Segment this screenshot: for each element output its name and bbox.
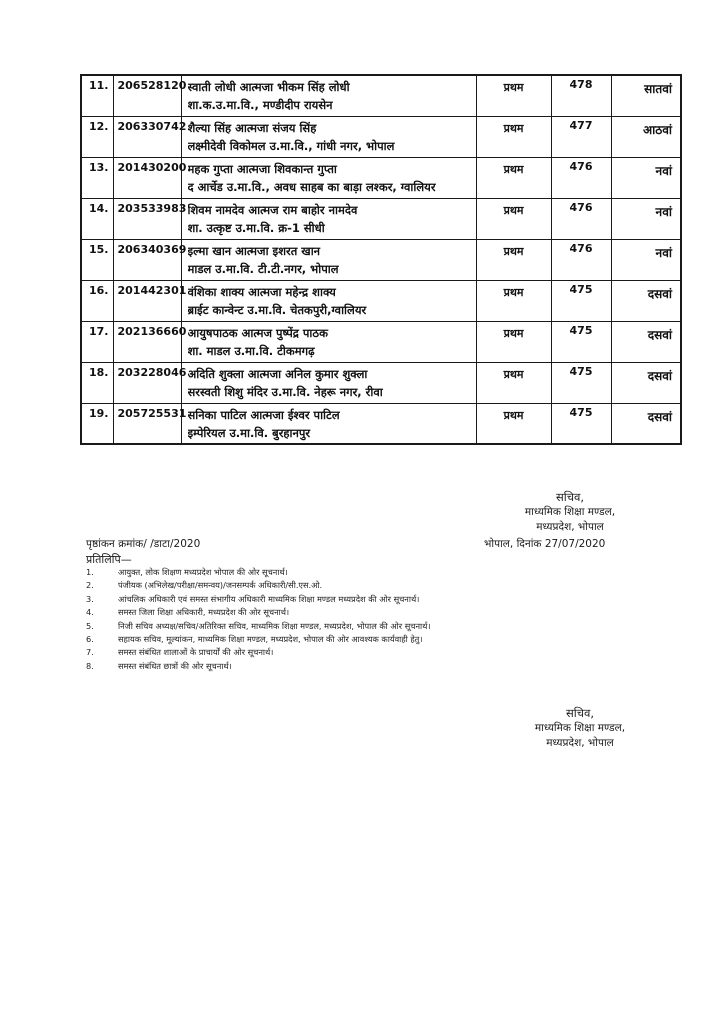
student-cell — [181, 75, 476, 116]
merit-rank: दसवां — [611, 403, 681, 444]
marks: 475 — [551, 403, 611, 444]
roll-number: 203533983 — [113, 198, 181, 239]
school-name: शा.क.उ.मा.वि., मण्डीदीप रायसेन — [187, 98, 333, 112]
school-name: इम्पेरियल उ.मा.वि. बुरहानपुर — [187, 425, 311, 440]
signatory-location: मध्यप्रदेश, भोपाल — [536, 521, 604, 533]
student-name: इल्मा खान आत्मजा इशरत खान — [187, 243, 321, 258]
student-cell — [181, 280, 476, 321]
merit-rank: नवां — [611, 157, 681, 198]
list-item — [86, 567, 666, 580]
marks: 475 — [551, 362, 611, 403]
school-name: ब्राईट कान्वेन्ट उ.मा.वि. चेतकपुरी,ग्वालियर — [187, 302, 367, 317]
student-cell — [181, 362, 476, 403]
table-row — [81, 239, 681, 280]
student-cell — [181, 239, 476, 280]
roll-number: 201442301 — [113, 280, 181, 321]
table-row — [81, 280, 681, 321]
roll-number: 206330742 — [113, 116, 181, 157]
division: प्रथम — [476, 403, 551, 444]
serial-number: 15. — [81, 239, 113, 280]
table-row — [81, 75, 681, 116]
serial-number: 14. — [81, 198, 113, 239]
signatory-title: सचिव, — [555, 490, 585, 504]
student-name: वंशिका शाक्य आत्मजा महेन्द्र शाक्य — [187, 284, 336, 299]
merit-rank: सातवां — [611, 75, 681, 116]
signatory-title: सचिव, — [565, 706, 595, 720]
merit-rank: नवां — [611, 239, 681, 280]
student-cell — [181, 116, 476, 157]
serial-number: 13. — [81, 157, 113, 198]
student-name: सनिका पाटिल आत्मजा ईश्वर पाटिल — [187, 407, 340, 422]
division: प्रथम — [476, 321, 551, 362]
student-name: अदिति शुक्ला आत्मजा अनिल कुमार शुक्ला — [187, 366, 368, 381]
student-cell — [181, 198, 476, 239]
endorsement-number: पृष्ठांकन क्रमांक/ /डाटा/2020 — [86, 538, 201, 550]
division: प्रथम — [476, 362, 551, 403]
roll-number: 205725531 — [113, 403, 181, 444]
list-item-number: 2. — [86, 580, 94, 591]
merit-rank: आठवां — [611, 116, 681, 157]
marks: 475 — [551, 321, 611, 362]
student-name: आयुषपाठक आत्मज पुष्पेंद्र पाठक — [187, 325, 328, 340]
student-name: स्वाती लोधी आत्मजा भीकम सिंह लोधी — [187, 80, 350, 94]
list-item-text: समस्त जिला शिक्षा अधिकारी, मध्यप्रदेश की ओर सूचनार्थ। — [118, 607, 290, 618]
student-name: महक गुप्ता आत्मजा शिवकान्त गुप्ता — [187, 161, 337, 176]
merit-rank: नवां — [611, 198, 681, 239]
list-item-text: आयुक्त, लोक शिक्षण मध्यप्रदेश भोपाल की ओर सूचनार्थ। — [118, 567, 288, 577]
roll-number: 206528120 — [113, 75, 181, 116]
list-item-number: 6. — [86, 633, 94, 644]
merit-rank: दसवां — [611, 280, 681, 321]
student-cell — [181, 157, 476, 198]
list-item — [86, 580, 666, 593]
marks: 477 — [551, 116, 611, 157]
marks: 476 — [551, 157, 611, 198]
school-name: सरस्वती शिशु मंदिर उ.मा.वि. नेहरू नगर, रीवा — [187, 384, 383, 399]
table-row — [81, 362, 681, 403]
student-cell — [181, 321, 476, 362]
signature-block-bottom — [500, 706, 660, 751]
marks: 475 — [551, 280, 611, 321]
list-item-text: समस्त संबंधित छात्रों की ओर सूचनार्थ। — [118, 660, 232, 671]
merit-list-table — [80, 74, 682, 445]
signatory-location: मध्यप्रदेश, भोपाल — [546, 737, 614, 749]
serial-number: 11. — [81, 75, 113, 116]
list-item-text: निजी सचिव अध्यक्ष/सचिव/अतिरिक्त सचिव, माध्यमिक शिक्षा मण्डल, मध्यप्रदेश, भोपाल की ओर सूचनार्थ। — [118, 620, 431, 631]
serial-number: 18. — [81, 362, 113, 403]
list-item-number: 1. — [86, 567, 94, 577]
serial-number: 12. — [81, 116, 113, 157]
table-row — [81, 403, 681, 444]
list-item — [86, 661, 666, 674]
roll-number: 202136660 — [113, 321, 181, 362]
division: प्रथम — [476, 116, 551, 157]
school-name: शा. उत्कृष्ट उ.मा.वि. क्र-1 सीधी — [187, 220, 325, 235]
list-item-text: पंजीयक (अभिलेख/परीक्षा/समन्वय)/जनसम्पर्क अधिकारी/सी.एस.ओ. — [118, 580, 323, 591]
place-and-date: भोपाल, दिनांक 27/07/2020 — [484, 538, 606, 550]
list-item-number: 4. — [86, 607, 94, 618]
division: प्रथम — [476, 239, 551, 280]
division: प्रथम — [476, 198, 551, 239]
list-item — [86, 594, 666, 607]
list-item-text: आंचलिक अधिकारी एवं समस्त संभागीय अधिकारी माध्यमिक शिक्षा मण्डल मध्यप्रदेश की ओर सूचनार्थ। — [118, 593, 420, 604]
school-name: लक्ष्मीदेवी विकोमल उ.मा.वि., गांधी नगर, भोपाल — [187, 138, 395, 153]
table-row — [81, 321, 681, 362]
marks: 476 — [551, 198, 611, 239]
student-cell — [181, 403, 476, 444]
list-item — [86, 621, 666, 634]
roll-number: 203228046 — [113, 362, 181, 403]
signatory-office: माध्यमिक शिक्षा मण्डल, — [534, 722, 626, 734]
school-name: द आर्चेड उ.मा.वि., अवध साहब का बाड़ा लश्कर, ग्वालियर — [187, 179, 436, 194]
merit-rank: दसवां — [611, 321, 681, 362]
merit-rank: दसवां — [611, 362, 681, 403]
list-item-number: 8. — [86, 660, 94, 671]
school-name: माडल उ.मा.वि. टी.टी.नगर, भोपाल — [187, 261, 339, 276]
signatory-office: माध्यमिक शिक्षा मण्डल, — [524, 506, 616, 518]
division: प्रथम — [476, 157, 551, 198]
table-row — [81, 116, 681, 157]
list-item — [86, 647, 666, 660]
list-item-text: समस्त संबंधित शालाओं के प्राचार्यों की ओर सूचनार्थ। — [118, 647, 274, 658]
serial-number: 19. — [81, 403, 113, 444]
student-name: शिवम नामदेव आत्मज राम बाहोर नामदेव — [187, 202, 358, 217]
division: प्रथम — [476, 280, 551, 321]
roll-number: 201430200 — [113, 157, 181, 198]
roll-number: 206340369 — [113, 239, 181, 280]
division: प्रथम — [476, 75, 551, 116]
list-item-number: 3. — [86, 593, 94, 604]
marks: 478 — [551, 75, 611, 116]
student-name: शैल्या सिंह आत्मजा संजय सिंह — [187, 120, 317, 135]
list-item-number: 5. — [86, 620, 94, 631]
list-item-number: 7. — [86, 647, 94, 658]
marks: 476 — [551, 239, 611, 280]
table-row — [81, 157, 681, 198]
signature-block-top — [490, 490, 650, 535]
table-row — [81, 198, 681, 239]
school-name: शा. माडल उ.मा.वि. टीकमगढ़ — [187, 343, 315, 358]
copy-to-heading: प्रतिलिपि— — [86, 553, 132, 566]
list-item-text: सहायक सचिव, मूल्यांकन, माध्यमिक शिक्षा मण्डल, मध्यप्रदेश, भोपाल की ओर आवश्यक कार्यवाही हेतु। — [118, 633, 423, 644]
serial-number: 17. — [81, 321, 113, 362]
copy-to-list — [86, 567, 666, 674]
list-item — [86, 634, 666, 647]
serial-number: 16. — [81, 280, 113, 321]
list-item — [86, 607, 666, 620]
